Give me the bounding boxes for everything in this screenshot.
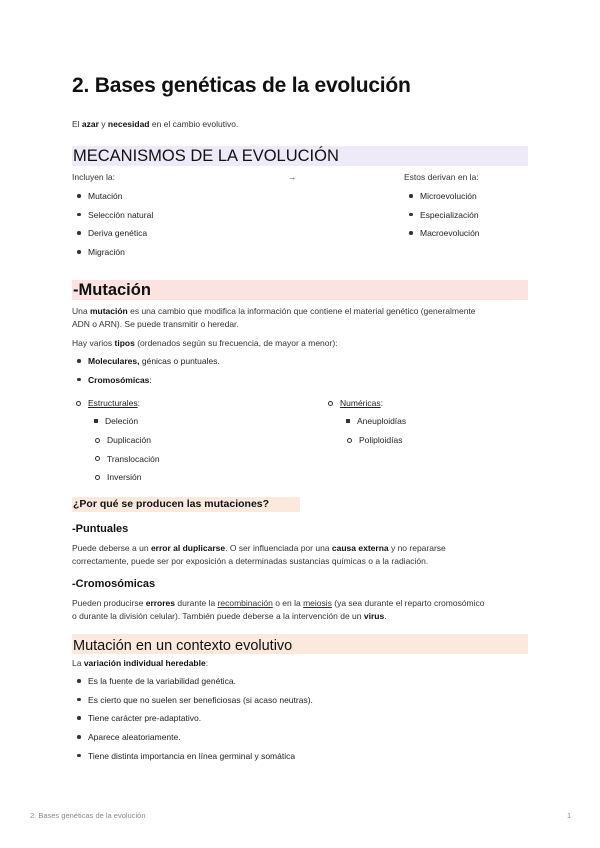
intro-paragraph: [72, 118, 238, 131]
text: (ordenados según su frecuencia, de mayor a menor):: [134, 338, 338, 348]
text: Una: [72, 306, 90, 316]
section-heading-mecanismos: [72, 146, 528, 166]
list-item: Deleción: [91, 415, 291, 434]
cromosomicas-paragraph: [72, 597, 528, 622]
footer-title: 2. Bases genéticas de la evolución: [30, 811, 146, 820]
text: La: [72, 658, 84, 668]
estructurales-sublist: [91, 415, 291, 434]
text: :: [205, 658, 209, 668]
intro-bold-necesidad: necesidad: [107, 119, 150, 129]
text: génicas o puntuales.: [139, 356, 220, 366]
list-item: Numéricas:: [324, 397, 524, 416]
mutacion-paragraph: [72, 305, 528, 330]
list-item: Estructurales:: [72, 397, 292, 416]
text: Pueden producirse: [72, 598, 146, 608]
text: ADN o ARN). Se puede transmitir o heredar.: [72, 318, 239, 329]
contexto-lead: [72, 657, 208, 670]
text: durante la: [175, 598, 218, 608]
list-item: Especialización: [404, 209, 524, 228]
section-heading-text: -Mutación: [73, 281, 151, 299]
bold-moleculares: Moleculares,: [88, 356, 140, 366]
intro-text: y: [98, 119, 108, 129]
list-item: [72, 374, 372, 393]
text: .: [384, 610, 387, 621]
section-heading-contexto: [72, 634, 528, 654]
list-item: Inversión: [91, 471, 291, 490]
tipos-paragraph: [72, 337, 338, 350]
bold-variacion: variación individual heredable: [83, 658, 206, 668]
section-heading-text: Mutación en un contexto evolutivo: [73, 638, 293, 654]
list-item: Macroevolución: [404, 227, 524, 246]
numericas-sublist: [343, 415, 523, 434]
subheading-text: ¿Por qué se producen las mutaciones?: [73, 498, 270, 510]
list-item: [72, 355, 372, 374]
mecanismos-left-list: [72, 190, 272, 265]
list-item: Selección natural: [72, 209, 272, 228]
mecanismos-right-list: [404, 190, 524, 246]
text: (ya sea durante el reparto cromosómico: [331, 598, 485, 608]
arrow-icon: →: [288, 172, 297, 182]
mecanismos-left-label: Incluyen la:: [72, 172, 115, 182]
bold-cromosomicas: Cromosómicas: [88, 374, 150, 385]
bold-tipos: tipos: [114, 338, 135, 348]
numericas-sublist-2: [343, 434, 523, 453]
estructurales-sublist-2: [91, 434, 291, 490]
list-item: Migración: [72, 246, 272, 265]
estructurales-label: Estructurales: [88, 398, 138, 408]
list-item: Aneuploidías: [343, 415, 523, 434]
mecanismos-right-label: Estos derivan en la:: [404, 172, 479, 182]
bold-error: error al duplicarse: [150, 543, 226, 553]
text: Puede deberse a un: [72, 543, 151, 553]
text: y no repararse: [388, 543, 446, 553]
text: o durante la división celular). También puede deberse a la intervención de un: [72, 610, 364, 621]
text: correctamente, puede ser por exposición a determinadas sustancias químicas o a la radiación.: [72, 555, 429, 566]
text: Hay varios: [72, 338, 115, 348]
intro-text: El: [72, 119, 82, 129]
list-item: Deriva genética: [72, 227, 272, 246]
list-item: Es cierto que no suelen ser beneficiosas (si acaso neutras).: [72, 694, 472, 713]
contexto-list: [72, 675, 472, 768]
tipos-list: [72, 355, 372, 392]
estructurales-list: [72, 397, 292, 416]
numericas-label: Numéricas: [340, 398, 381, 408]
bold-errores: errores: [145, 598, 176, 608]
section-heading-mutacion: [72, 280, 528, 300]
text: o en la: [272, 598, 304, 608]
bold-mutacion: mutación: [89, 306, 128, 316]
list-item: Poliploidías: [343, 434, 523, 453]
puntuales-paragraph: [72, 542, 528, 567]
subheading-puntuales: -Puntuales: [72, 523, 129, 535]
underline-meiosis: meiosis: [303, 598, 332, 608]
bold-causa: causa externa: [331, 543, 389, 553]
page-title: 2. Bases genéticas de la evolución: [72, 74, 411, 97]
text: :: [149, 374, 152, 385]
list-item: Tiene distinta importancia en línea germinal y somática: [72, 750, 472, 769]
list-item: Duplicación: [91, 434, 291, 453]
list-item: Translocación: [91, 453, 291, 472]
list-item: Aparece aleatoriamente.: [72, 731, 472, 750]
text: . O ser influenciada por una: [225, 543, 332, 553]
footer-page-number: 1: [567, 811, 572, 820]
list-item: Mutación: [72, 190, 272, 209]
subheading-cromosomicas: -Cromosómicas: [72, 578, 156, 590]
section-heading-text: MECANISMOS DE LA EVOLUCIÓN: [73, 147, 339, 165]
numericas-list: [324, 397, 524, 416]
intro-text: en el cambio evolutivo.: [149, 119, 239, 129]
text: es una cambio que modifica la información que contiene el material genético (generalmente: [127, 306, 476, 316]
list-item: Es la fuente de la variabilidad genética.: [72, 675, 472, 694]
subheading-porque: [72, 497, 300, 512]
underline-recombinacion: recombinación: [217, 598, 273, 608]
bold-virus: virus: [363, 610, 385, 621]
intro-bold-azar: azar: [81, 119, 99, 129]
list-item: Tiene carácter pre-adaptativo.: [72, 712, 472, 731]
list-item: Microevolución: [404, 190, 524, 209]
